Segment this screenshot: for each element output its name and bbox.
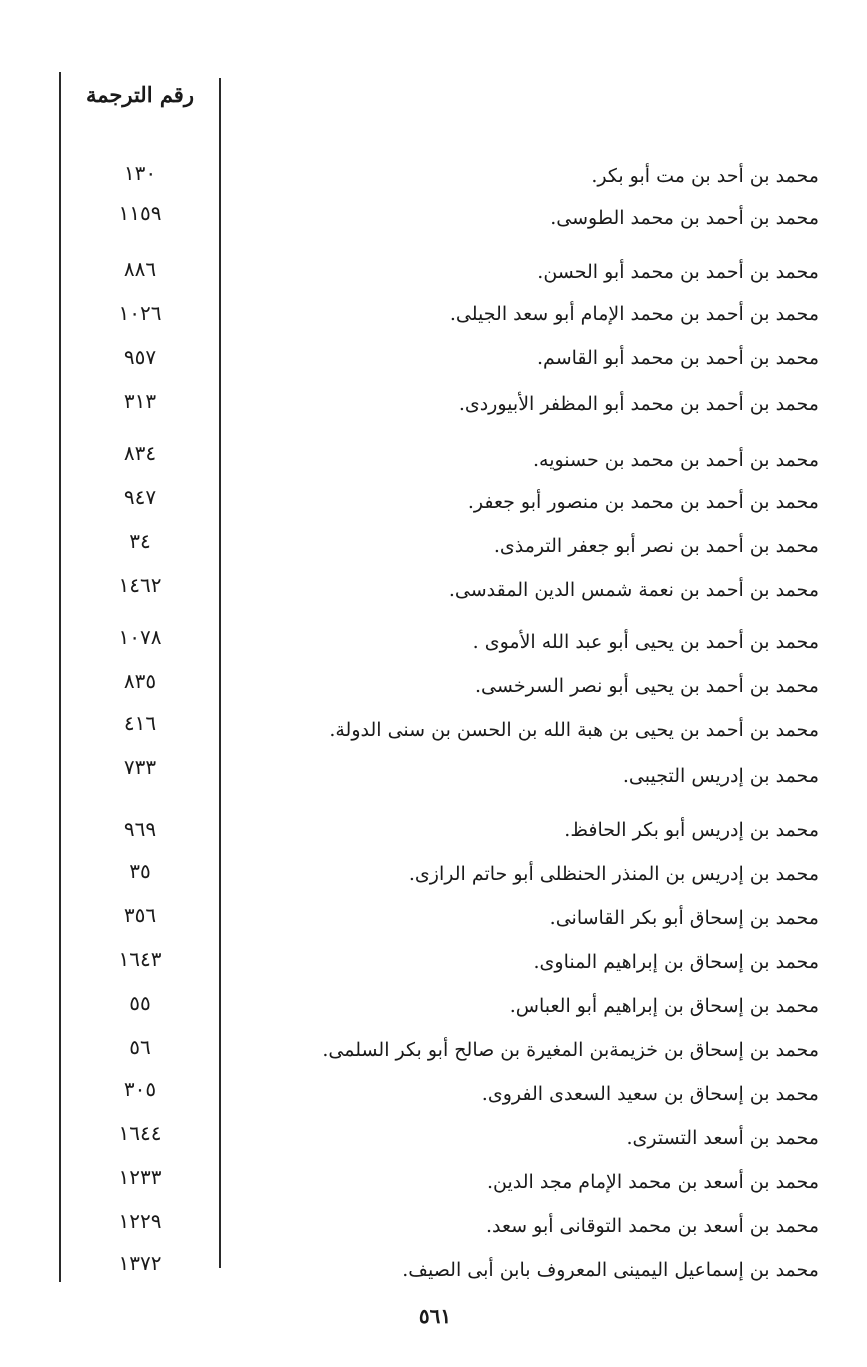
entry-number: ٨٣٤ bbox=[123, 441, 157, 465]
entry-name: محمد بن إسحاق بن سعيد السعدى الفروى. bbox=[481, 1083, 819, 1105]
entry-name: محمد بن أحمد بن نعمة شمس الدين المقدسى. bbox=[448, 579, 819, 601]
entry-name: محمد بن أحد بن مت أبو بكر. bbox=[591, 165, 819, 187]
entry-number: ٧٣٣ bbox=[123, 755, 157, 779]
entry-number: ٥٦ bbox=[129, 1035, 151, 1059]
entry-number: ١٤٦٢ bbox=[118, 573, 162, 597]
entry-name: محمد بن أحمد بن محمد أبو الحسن. bbox=[537, 261, 819, 283]
entry-number: ١٦٤٣ bbox=[118, 947, 162, 971]
column-header: رقم الترجمة bbox=[85, 82, 194, 107]
entry-name: محمد بن إسحاق أبو بكر القاسانى. bbox=[549, 907, 819, 929]
entry-name: محمد بن أسعد بن محمد الإمام مجد الدين. bbox=[486, 1171, 819, 1193]
entry-number: ٤١٦ bbox=[123, 711, 157, 735]
entry-number: ٥٥ bbox=[129, 991, 151, 1015]
entry-name: محمد بن إدريس بن المنذر الحنظلى أبو حاتم الرازى. bbox=[408, 863, 819, 885]
entry-name: محمد بن أحمد بن محمد الإمام أبو سعد الجيلى. bbox=[449, 303, 819, 325]
entry-name: محمد بن أحمد بن محمد أبو المظفر الأبيوردى. bbox=[458, 393, 819, 415]
entry-number: ٨٣٥ bbox=[123, 669, 157, 693]
entry-name: محمد بن إدريس التجيبى. bbox=[622, 765, 819, 787]
entry-name: محمد بن إدريس أبو بكر الحافظ. bbox=[564, 819, 819, 841]
entry-number: ٩٥٧ bbox=[123, 345, 157, 369]
entry-name: محمد بن أحمد بن نصر أبو جعفر الترمذى. bbox=[493, 535, 819, 557]
entry-name: محمد بن أحمد بن يحيى بن هبة الله بن الحسن بن سنى الدولة. bbox=[329, 719, 819, 741]
entry-number: ١٠٢٦ bbox=[118, 301, 162, 325]
entry-number: ٩٤٧ bbox=[123, 485, 157, 509]
entry-name: محمد بن أحمد بن محمد الطوسى. bbox=[550, 207, 819, 229]
entry-number: ١٣٧٢ bbox=[118, 1251, 162, 1275]
entry-number: ٨٨٦ bbox=[123, 257, 157, 281]
entry-name: محمد بن أحمد بن يحيى أبو نصر السرخسى. bbox=[475, 675, 819, 697]
entry-name: محمد بن أسعد التسترى. bbox=[626, 1127, 819, 1149]
entry-name: محمد بن أحمد بن محمد بن حسنويه. bbox=[532, 449, 819, 471]
entry-number: ٣٥٦ bbox=[123, 903, 157, 927]
entry-name: محمد بن أحمد بن محمد بن منصور أبو جعفر. bbox=[467, 491, 819, 513]
entry-number: ٩٦٩ bbox=[123, 817, 157, 841]
entry-number: ٣٠٥ bbox=[123, 1077, 157, 1101]
entry-number: ١٣٠ bbox=[123, 161, 157, 185]
entry-number: ١٠٧٨ bbox=[118, 625, 162, 649]
page-number: ٥٦١ bbox=[418, 1304, 452, 1328]
entry-name: محمد بن إسحاق بن إبراهيم المناوى. bbox=[533, 951, 819, 973]
entry-name: محمد بن إسماعيل اليمينى المعروف بابن أبى الصيف. bbox=[402, 1259, 819, 1281]
entry-number: ٣١٣ bbox=[123, 389, 157, 413]
entry-number: ٣٤ bbox=[129, 529, 151, 553]
entry-name: محمد بن أحمد بن يحيى أبو عبد الله الأموى . bbox=[472, 631, 819, 653]
entry-number: ١١٥٩ bbox=[118, 201, 162, 225]
entry-name: محمد بن إسحاق بن إبراهيم أبو العباس. bbox=[509, 995, 819, 1017]
entry-name: محمد بن أحمد بن محمد أبو القاسم. bbox=[537, 347, 819, 369]
entry-name: محمد بن أسعد بن محمد التوقانى أبو سعد. bbox=[485, 1215, 819, 1237]
entry-number: ١٦٤٤ bbox=[118, 1121, 162, 1145]
entry-number: ٣٥ bbox=[129, 859, 151, 883]
entry-name: محمد بن إسحاق بن خزيمةبن المغيرة بن صالح أبو بكر السلمى. bbox=[322, 1039, 819, 1061]
entry-number: ١٢٢٩ bbox=[118, 1209, 162, 1233]
entry-number: ١٢٣٣ bbox=[118, 1165, 162, 1189]
